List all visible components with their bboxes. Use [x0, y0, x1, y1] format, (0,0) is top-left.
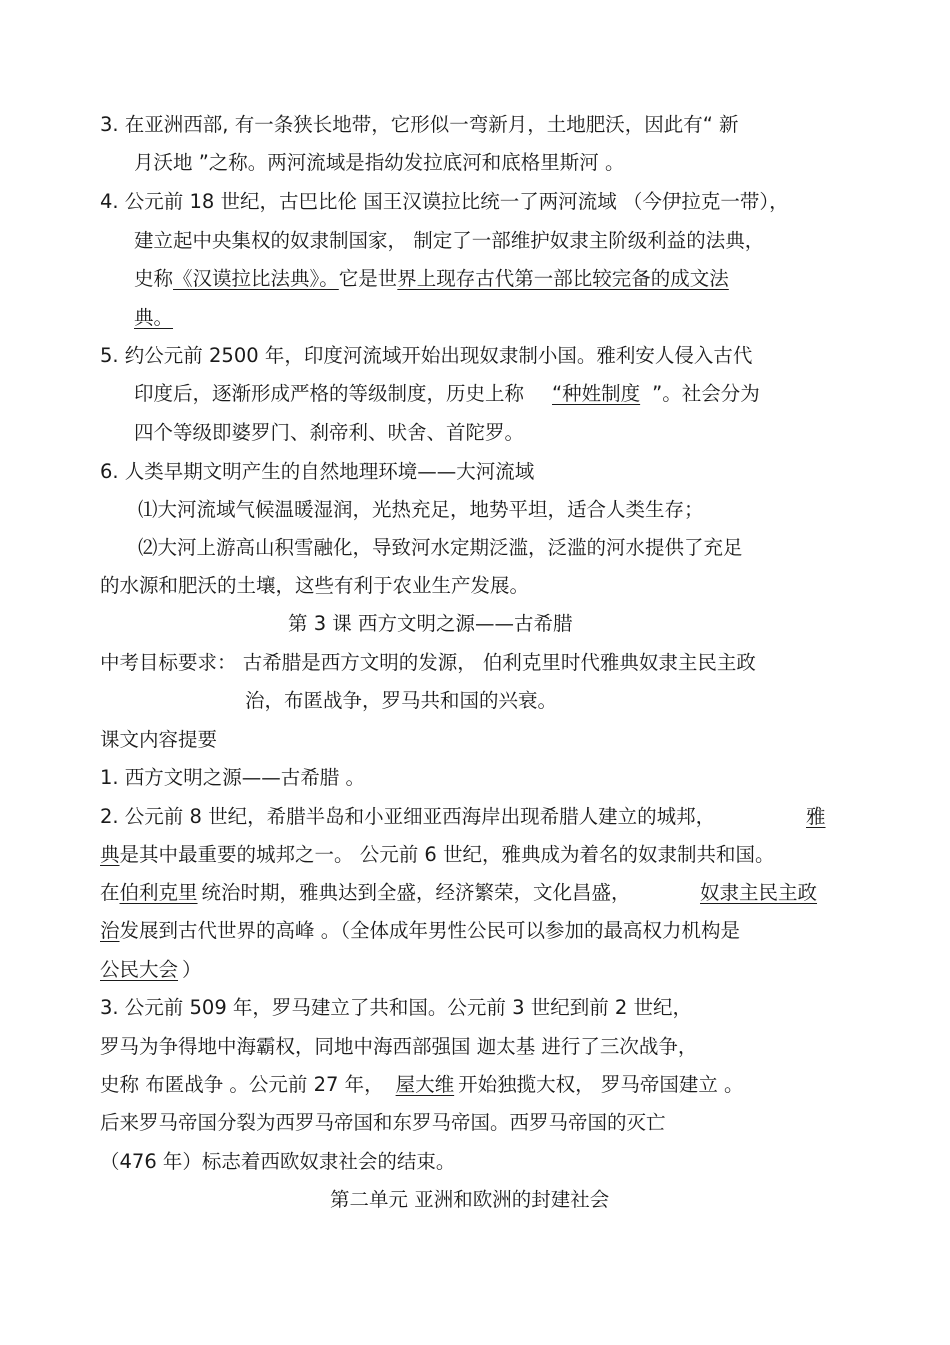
item-6-line-3: ⑵大河上游高山积雪融化，导致河水定期泛滥，泛滥的河水提供了充足: [138, 536, 743, 559]
item-6-line-1: 6. 人类早期文明产生的自然地理环境——大河流域: [100, 460, 535, 483]
item-4-line-4: [134, 305, 173, 331]
first-written-code-answer-end: 典。: [134, 306, 174, 329]
pericles-answer: 伯利克里: [119, 881, 198, 904]
point-3-line-3: [100, 1072, 744, 1098]
item-5-line-3: 四个等级即婆罗门、刹帝利、吠舍、首陀罗。: [134, 421, 525, 444]
point-2-text: ）: [182, 958, 202, 981]
point-3-line-1: 3. 公元前 509 年，罗马建立了共和国。公元前 3 世纪到前 2 世纪，: [100, 996, 693, 1019]
item-3-line-2: 月沃地 ”之称。两河流域是指幼发拉底河和底格里斯河 。: [134, 151, 625, 174]
point-2-line-5: [100, 957, 202, 983]
item-4-text: 史称: [134, 267, 174, 290]
point-2-text: 统治时期，雅典达到全盛，经济繁荣，文化昌盛，: [201, 881, 631, 904]
point-3-text: 史称 布匿战争 。公元前 27 年，: [100, 1073, 384, 1096]
point-2-line-2: [100, 842, 775, 868]
item-6-line-4: 的水源和肥沃的土壤，这些有利于农业生产发展。: [100, 574, 530, 597]
point-2-text: 发展到古代世界的高峰 。（全体成年男性公民可以参加的最高权力机构是: [119, 919, 740, 942]
point-3-line-2: 罗马为争得地中海霸权，同地中海西部强国 迦太基 进行了三次战争，: [100, 1035, 698, 1058]
unit-2-title: 第二单元 亚洲和欧洲的封建社会: [330, 1188, 610, 1211]
item-5-text: 印度后，逐渐形成严格的等级制度，历史上称: [134, 382, 525, 405]
item-4-line-3: [134, 266, 771, 292]
point-1: 1. 西方文明之源——古希腊 。: [100, 766, 366, 789]
item-5-line-2: [134, 381, 760, 407]
athens-answer-part-2: 典: [100, 843, 120, 866]
point-3-line-5: （476 年）标志着西欧奴隶社会的结束。: [100, 1150, 456, 1173]
section-heading: 课文内容提要: [100, 728, 218, 751]
item-5-text: ”。社会分为: [652, 382, 760, 405]
point-3-line-4: 后来罗马帝国分裂为西罗马帝国和东罗马帝国。西罗马帝国的灭亡: [100, 1111, 666, 1134]
point-2-text: 在: [100, 881, 120, 904]
exam-goals-line-2: 治，布匿战争，罗马共和国的兴衰。: [245, 689, 558, 712]
code-of-hammurabi-answer: 《汉谟拉比法典》。: [173, 267, 339, 290]
lesson-3-title: 第 3 课 西方文明之源——古希腊: [288, 612, 573, 635]
item-6-line-2: ⑴大河流域气候温暖湿润，光热充足，地势平坦，适合人类生存；: [138, 498, 704, 521]
caste-system-answer: “种姓制度: [552, 382, 641, 405]
item-4-text: 它是世: [338, 267, 398, 290]
exam-goals-line-1: 中考目标要求： 古希腊是西方文明的发源， 伯利克里时代雅典奴隶主民主政: [100, 651, 756, 674]
octavian-answer: 屋大维: [395, 1073, 455, 1096]
athens-answer-part-1: 雅: [806, 805, 826, 828]
item-3-line-1: 3. 在亚洲西部, 有一条狭长地带，它形似一弯新月，土地肥沃，因此有“ 新: [100, 113, 739, 136]
slave-democracy-answer-part-1: 奴隶主民主政: [700, 881, 818, 904]
slave-democracy-answer-part-2: 治: [100, 919, 120, 942]
point-2-line-1: 2. 公元前 8 世纪，希腊半岛和小亚细亚西海岸出现希腊人建立的城邦，: [100, 805, 716, 828]
item-4-line-2: 建立起中央集权的奴隶制国家， 制定了一部维护奴隶主阶级利益的法典，: [134, 229, 765, 252]
point-2-line-3: [100, 880, 631, 906]
point-3-text: 开始独揽大权， 罗马帝国建立 。: [458, 1073, 744, 1096]
item-4-line-1: 4. 公元前 18 世纪，古巴比伦 国王汉谟拉比统一了两河流域 （今伊拉克一带），: [100, 190, 789, 213]
citizens-assembly-answer: 公民大会: [100, 958, 179, 981]
point-2-line-4: [100, 918, 740, 944]
point-2-text: 是其中最重要的城邦之一。 公元前 6 世纪，雅典成为着名的奴隶制共和国。: [119, 843, 775, 866]
item-5-line-1: 5. 约公元前 2500 年，印度河流域开始出现奴隶制小国。雅利安人侵入古代: [100, 344, 753, 367]
first-written-code-answer: 界上现存古代第一部比较完备的成文法: [397, 267, 729, 290]
